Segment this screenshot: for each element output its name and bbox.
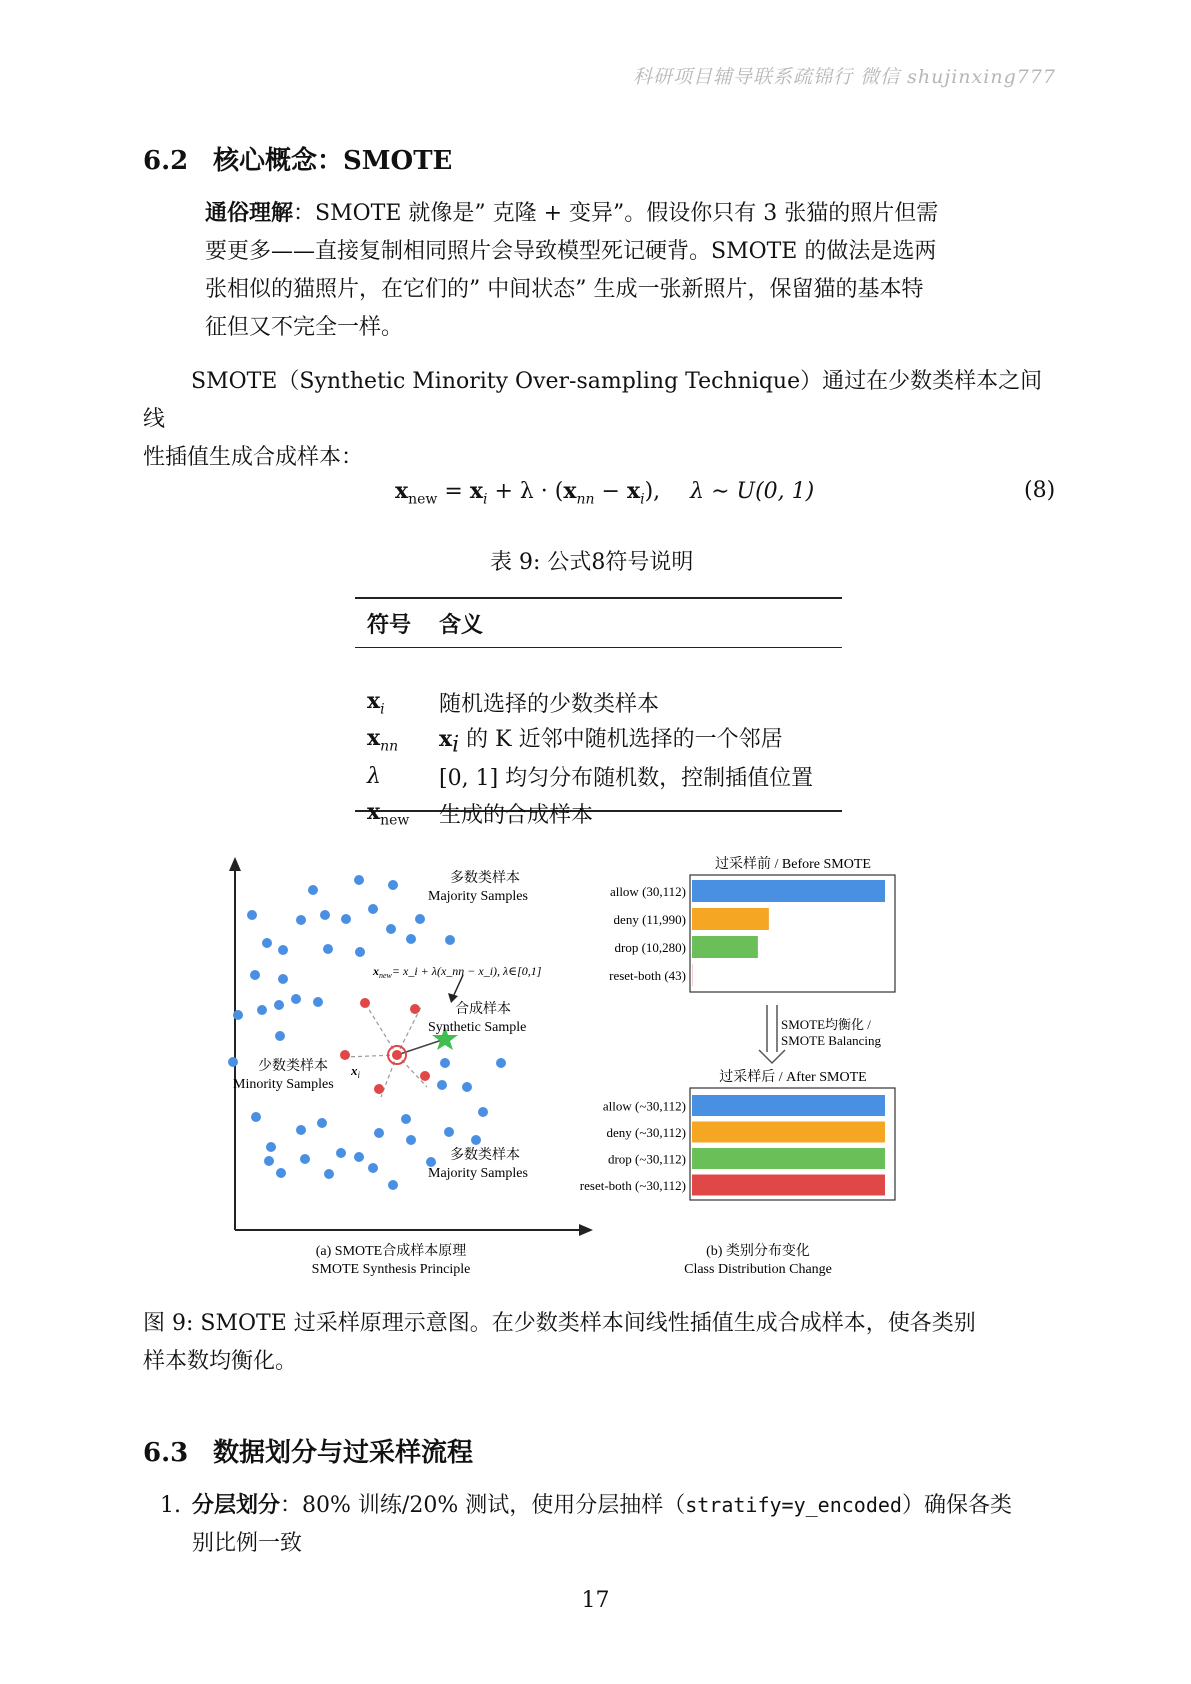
- left-caption-en: SMOTE Synthesis Principle: [311, 1262, 471, 1277]
- intuition-line: ：SMOTE 就像是” 克隆 + 变异”。假设你只有 3 张猫的照片但需: [293, 201, 939, 226]
- majority-point: [445, 935, 455, 945]
- majority-point: [401, 1114, 411, 1124]
- bar: [692, 1175, 885, 1196]
- synthetic-label-en: Synthetic Sample: [428, 1020, 527, 1035]
- bar-category-label: reset-both (~30,112): [579, 1178, 686, 1193]
- bar: [692, 908, 769, 930]
- majority-point: [388, 880, 398, 890]
- majority-point: [300, 1154, 310, 1164]
- section-title: 数据划分与过采样流程: [213, 1438, 474, 1468]
- majority-point: [462, 1082, 472, 1092]
- minority-point: [410, 1004, 420, 1014]
- majority-point: [264, 1156, 274, 1166]
- majority-point: [291, 994, 301, 1004]
- table-header-cell: 含义: [439, 611, 484, 638]
- bar-category-label: drop (~30,112): [607, 1151, 686, 1167]
- majority-point: [308, 885, 318, 895]
- bar: [692, 1095, 885, 1116]
- bar-category-label: drop (10,280): [614, 940, 686, 955]
- majority-point: [323, 944, 333, 954]
- body-line: 性插值生成合成样本：: [143, 445, 364, 470]
- majority-point: [278, 945, 288, 955]
- table-cell-symbol: λ: [367, 764, 381, 789]
- symbol-table: [355, 599, 825, 832]
- majority-point: [374, 1128, 384, 1138]
- majority-point: [296, 915, 306, 925]
- majority-point: [406, 1135, 416, 1145]
- section-number: 6.3: [143, 1438, 189, 1468]
- majority-point: [368, 1163, 378, 1173]
- bar-category-label: reset-both (43): [609, 968, 686, 983]
- table-cell-meaning: $x_i$ 的 K 近邻中随机选择的一个邻居: [439, 725, 783, 758]
- majority-point: [257, 1005, 267, 1015]
- intuition-label: 通俗理解: [205, 200, 294, 226]
- majority-point: [228, 1057, 238, 1067]
- right-caption-en: Class Distribution Change: [684, 1262, 832, 1277]
- x-axis-arrowhead: [579, 1224, 593, 1236]
- minority-point: [340, 1050, 350, 1060]
- list-item-number: 1.: [160, 1493, 181, 1518]
- table-cell-meaning: 随机选择的少数类样本: [439, 692, 660, 717]
- balance-arrow-head: [759, 1050, 785, 1063]
- majority-point: [324, 1169, 334, 1179]
- after-bars: [580, 1095, 885, 1196]
- majority-point: [471, 1135, 481, 1145]
- section-number: 6.2: [143, 146, 189, 176]
- figure-caption-line: 图 9: SMOTE 过采样原理示意图。在少数类样本间线性插值生成合成样本，使各类别: [143, 1311, 976, 1336]
- majority-point: [355, 947, 365, 957]
- list-item: 1. 分层划分：80% 训练/20% 测试，使用分层抽样（stratify=y_encoded）确保各类 别比例一致: [160, 1486, 1070, 1563]
- selected-sample: [392, 1050, 402, 1060]
- minority-point: [374, 1084, 384, 1094]
- minority-label-en: Minority Samples: [233, 1077, 334, 1092]
- left-panel: [228, 857, 593, 1277]
- majority-point: [368, 904, 378, 914]
- majority-point: [388, 1180, 398, 1190]
- majority-point: [415, 914, 425, 924]
- bar: [692, 880, 885, 902]
- y-axis-arrowhead: [229, 857, 241, 871]
- table-header-cell: 符号: [367, 611, 412, 638]
- page-number: 17: [581, 1588, 610, 1613]
- left-caption-cn: (a) SMOTE合成样本原理: [315, 1244, 467, 1259]
- table-cell-symbol: $x_{new}$: [367, 798, 410, 829]
- section-heading-6-3: [143, 1432, 473, 1469]
- list-item-continuation: 别比例一致: [192, 1531, 303, 1556]
- table-cell-symbol: $x_{nn}$: [367, 724, 399, 755]
- majority-point: [275, 1031, 285, 1041]
- section-heading-6-2: [143, 140, 452, 177]
- after-chart-title: 过采样后 / After SMOTE: [719, 1070, 867, 1085]
- majority-point: [313, 997, 323, 1007]
- majority-point: [251, 1112, 261, 1122]
- intuition-line: 征但又不完全一样。: [205, 315, 404, 340]
- bar: [692, 1122, 885, 1143]
- majority-point: [296, 1125, 306, 1135]
- majority-point: [320, 910, 330, 920]
- intuition-line: 要更多——直接复制相同照片会导致模型死记硬背。SMOTE 的做法是选两: [205, 239, 937, 264]
- minority-point: [420, 1071, 430, 1081]
- body-line: SMOTE（Synthetic Minority Over-sampling Technique）通过在少数类样本之间线: [143, 369, 1043, 432]
- majority-point: [496, 1058, 506, 1068]
- before-chart-title: 过采样前 / Before SMOTE: [715, 857, 871, 872]
- synthetic-label-cn: 合成样本: [455, 1002, 511, 1017]
- majority-point: [386, 924, 396, 934]
- smote-figure: [205, 855, 995, 1285]
- minority-point: [360, 998, 370, 1008]
- minority-label-cn: 少数类样本: [258, 1059, 328, 1074]
- table-row: [355, 795, 825, 832]
- majority-point: [247, 910, 257, 920]
- table-row: [355, 721, 825, 758]
- xi-label: $x_i$: [351, 1063, 361, 1080]
- majority-point: [437, 1080, 447, 1090]
- majority-point: [444, 1127, 454, 1137]
- bar-category-label: deny (11,990): [613, 912, 686, 927]
- majority-point: [266, 1142, 276, 1152]
- code-inline: stratify=y_encoded: [685, 1493, 902, 1517]
- equation-8: $x_{new} = x_i + \lambda \cdot (x_{nn} - x_i)$, λ ∼ U(0, 1): [395, 478, 815, 508]
- majority-point: [262, 938, 272, 948]
- majority-label-cn-2: 多数类样本: [450, 1148, 520, 1163]
- figure-caption: [143, 1305, 1063, 1381]
- equation-number: (8): [1024, 478, 1056, 503]
- majority-point: [336, 1148, 346, 1158]
- majority-point: [440, 1058, 450, 1068]
- majority-label-en-2: Majority Samples: [428, 1166, 528, 1181]
- majority-point: [317, 1118, 327, 1128]
- majority-point: [233, 1010, 243, 1020]
- bar-category-label: allow (~30,112): [602, 1098, 686, 1114]
- majority-point: [478, 1107, 488, 1117]
- majority-point: [250, 970, 260, 980]
- minority-points: [340, 998, 430, 1094]
- table-cell-meaning: [0, 1] 均匀分布随机数，控制插值位置: [439, 766, 814, 791]
- before-bars: [609, 880, 885, 986]
- balance-label-1: SMOTE均衡化 /: [781, 1017, 871, 1032]
- majority-label-en: Majority Samples: [428, 889, 528, 904]
- majority-point: [406, 934, 416, 944]
- formula-arrow: [453, 975, 463, 997]
- table-cell-symbol: $x_i$: [367, 687, 385, 718]
- majority-point: [278, 974, 288, 984]
- list-item-label: 分层划分: [192, 1492, 281, 1518]
- table-caption: 表 9: 公式8符号说明: [490, 550, 694, 575]
- bar-category-label: deny (~30,112): [606, 1125, 686, 1140]
- majority-point: [276, 1168, 286, 1178]
- section-title: 核心概念：SMOTE: [213, 146, 453, 176]
- table-cell-meaning: 生成的合成样本: [439, 803, 594, 828]
- majority-point: [354, 1152, 364, 1162]
- majority-point: [341, 914, 351, 924]
- table-row: [355, 684, 825, 721]
- figure-caption-line: 样本数均衡化。: [143, 1349, 298, 1374]
- table-header-row: [355, 599, 825, 647]
- majority-label-cn: 多数类样本: [450, 871, 520, 886]
- bar: [692, 1148, 885, 1169]
- table-row: [355, 758, 825, 795]
- bar: [692, 936, 758, 958]
- intuition-paragraph: [205, 194, 1005, 347]
- right-panel: [580, 855, 895, 1277]
- formula-label: $x_{new}=$ x_i + λ(x_nn − x_i), λ∈[0,1]: [373, 964, 542, 980]
- body-paragraph: [143, 363, 1063, 477]
- majority-point: [274, 1000, 284, 1010]
- balance-label-2: SMOTE Balancing: [781, 1033, 882, 1048]
- intuition-line: 张相似的猫照片，在它们的” 中间状态” 生成一张新照片，保留猫的基本特: [205, 277, 924, 302]
- right-caption-cn: (b) 类别分布变化: [706, 1244, 810, 1259]
- bar-category-label: allow (30,112): [609, 884, 686, 899]
- neighbor-lines: [345, 1003, 427, 1097]
- watermark: 科研项目辅导联系疏锦行 微信 shujinxing777: [633, 66, 1056, 88]
- majority-point: [354, 875, 364, 885]
